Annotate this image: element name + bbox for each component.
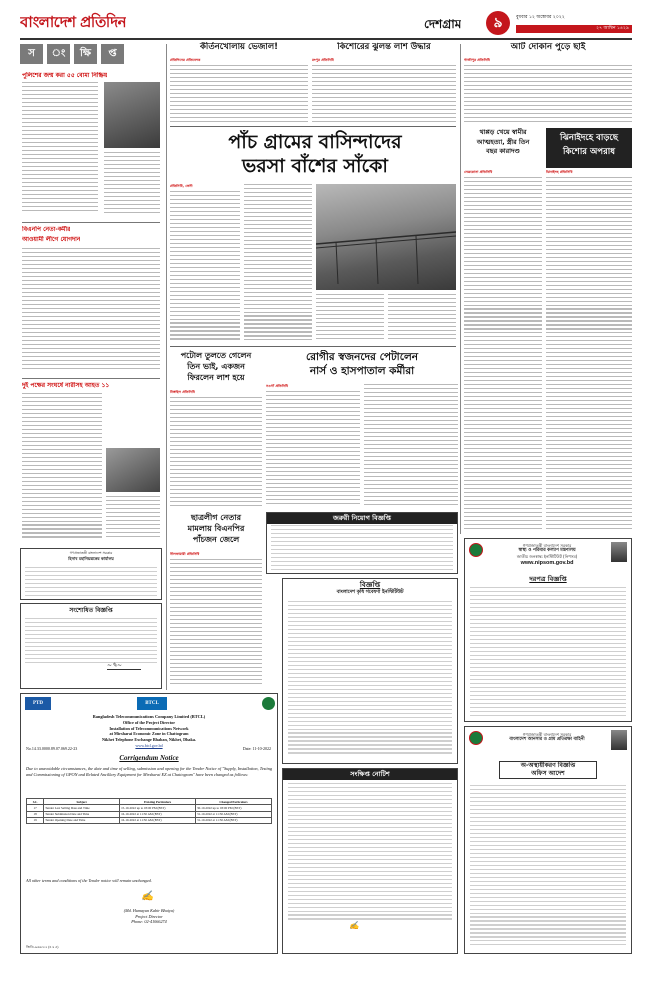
portrait-photo [611,542,627,562]
nurse-headline-l1: রোগীর স্বজনদের পেটালেন [305,351,419,363]
thappor-l3: বছর কারাদণ্ড [486,147,520,155]
shongkhipto-letter: ক্ষি [74,44,97,64]
shongkhipto-banner [20,44,160,68]
date-day: বুধবার ১২ অক্টোবর ২০২২ [516,15,565,20]
divider [170,346,456,347]
lead-body-col2 [244,184,312,344]
ad-btcl-corrigendum [20,693,278,954]
ad-sangshodhito-title: সংশোধিত বিজ্ঞপ্তি [69,607,113,614]
ansar-dept: বাংলাদেশ আনসার ও গ্রাম প্রতিরক্ষা বাহিনী [509,737,585,743]
col-divider [460,44,461,534]
col-subject: Subject [44,799,120,805]
nurse-headline-l2: নার্স ও হাসপাতাল কর্মীরা [309,365,415,377]
chhatroleague-l3: পাঁচজন জেলে [192,535,240,544]
cell-subject: Tender Opening Date and Time [44,817,120,823]
btcl-address: Nikhet Telephone Exchange Bhaban, Nikhet, Dhaka. [101,736,196,742]
btcl-signer: (Md. Humayun Kabir Bhuiya) [123,908,175,913]
date-bangla: ২৭ আশ্বিন ১৪২৯ [516,25,632,33]
lead-headline-l2: ভরসা বাঁশের সাঁকো [242,155,388,177]
ad-songkkhipto-notice [282,768,458,954]
btcl-footer: All other terms and conditions of the Tender notice will remain unchanged. [26,878,152,883]
portrait-photo [611,730,627,750]
ad-biggopti-org: বাংলাদেশ কৃষি গবেষণা ইনস্টিটিউট [336,590,404,596]
ad-ansar-vdp [464,726,632,954]
btcl-intro: Due to unavoidable circumstances, the date and time of selling, submission and opening for the Tender Notice of "Supply, Installation, Testing and Commissioning of GPON and Related Ancillary Equipment for Mirsharai EZ at Chattogram" have been changed as follows: [26,766,272,778]
brief-1-photo [104,82,160,148]
btcl-corrigendum-title: Corrigendum Notice [119,754,179,762]
ad-hisab-office: গণপ্রজাতন্ত্রী বাংলাদেশ সরকার হিসাব মহানিয়ন্ত্রকের কার্যালয় [20,548,162,600]
ansar-title: অ-অস্থায়ীকরণ বিজ্ঞপ্তি [520,762,576,769]
jhinaidah-headline-box [546,128,632,168]
jhinaidah-body: ঝিনাইদহ প্রতিনিধি [546,170,632,534]
nurse-headline [266,350,458,380]
cell-changed: 31-10-2022 at 11:30 AM (BST) [196,811,272,817]
chhatroleague-l1: ছাত্রলীগ নেতার [190,513,242,522]
jhinaidah-l2: কিশোর অপরাধ [563,147,615,157]
aat-dokan-header [464,42,632,56]
chhatroleague-body: নীলফামারী প্রতিনিধি [170,552,262,690]
cell-sl: 18 [27,811,44,817]
divider [170,126,456,127]
brief-3-title: দুই পক্ষের সংঘর্ষে নারীসহ আহত ১১ [22,382,110,389]
btcl-signature: ✍ [141,891,154,902]
kishore-lash-title: কিশোরের ঝুলন্ত লাশ উদ্ধার [337,42,431,52]
ansar-title-box [499,761,597,779]
cell-changed: 31-10-2022 at 11:50 AM (BST) [196,817,272,823]
cell-sl: 19 [27,817,44,823]
brief-2-title-b: আওয়ামী লীগে যোগদান [22,236,81,243]
cell-existing: 15-10-2022 up to 03:00 PM (BST) [120,805,196,811]
thappor-body: নেত্রকোনা প্রতিনিধি [464,170,542,534]
thappor-headline [464,128,542,168]
ansar-office-order: অফিস আদেশ [531,770,565,778]
cell-subject: Tender Last Selling Date and Time [44,805,120,811]
ad-nipsom-tender [464,538,632,722]
ansar-gov: গণপ্রজাতন্ত্রী বাংলাদেশ সরকার [522,732,572,737]
ad-sangshodhito [20,603,162,689]
cell-changed: 30-10-2022 up to 03:00 PM (BST) [196,805,272,811]
btcl-office: Office of the Project Director [122,719,176,725]
masthead [20,10,632,36]
patol-headline [170,350,262,386]
cell-subject: Tender Submission Date and Time [44,811,120,817]
shongkhipto-letter: ং [47,44,70,64]
ad-jorori-niyog [266,512,458,574]
nipsom-gov: গণপ্রজাতন্ত্রী বাংলাদেশ সরকার [522,543,572,548]
shongkhipto-letter: প্ত [101,44,124,64]
cell-sl: 17 [27,805,44,811]
btcl-ref: জিডি-৯৬৬/২২ (৪ x ৫) [26,945,59,950]
btcl-signer-title: Project Director [135,913,163,919]
brief-2-title-a: বিএনপি নেতা-কর্মীর [22,226,71,233]
govt-seal-icon [262,697,275,710]
nipsom-org: জাতীয় জনস্বাস্থ্য ইনস্টিটিউট (নিপসম) [516,554,578,560]
btcl-project-1: Installation of Telecommunications Network [109,725,189,731]
lead-body-col1: প্রতিনিধি, ফেনী [170,184,240,344]
btcl-table [26,798,272,824]
kirtankhola-header [170,42,308,56]
section-title: দেশগ্রাম [424,17,462,31]
patol-headline-l1: পটোল তুলতে গেলেন [180,351,252,360]
page-number: ৯ [493,15,503,31]
brief-3-body-right [106,496,160,542]
btcl-table-wrap [26,798,272,824]
page-number-badge [486,11,510,35]
aat-dokan-title: আট দোকান পুড়ে ছাই [510,42,586,52]
btcl-date: Date: 11-10-2022 [242,746,271,751]
btcl-memo: No.14.33.0000.89.07.069.22-23 [26,746,78,751]
kirtankhola-title: কীর্তনখোলায় ভেজাল! [199,42,279,52]
divider [22,378,160,379]
jhinaidah-l1: ঝিনাইদহে বাড়ছে [560,133,618,143]
btcl-logos [25,697,275,711]
shongkhipto-letter: স [20,44,43,64]
aat-dokan-body: গাজীপুর প্রতিনিধি [464,58,632,124]
brief-1-title: পুলিশের জন্ম করা ৫৫ বোমা নিষ্ক্রিয় [22,72,108,79]
cell-existing: 16-10-2022 at 11:50 AM (BST) [120,817,196,823]
ad-biggopti-title: বিজ্ঞপ্তি [359,581,381,589]
ad-biggopti-bari [282,578,458,764]
brief-1-body [22,82,98,218]
lead-body-col4 [388,294,456,344]
lead-photo [316,184,456,290]
kirtankhola-body: প্রতিদিনের প্রতিবেদক [170,58,308,124]
btcl-company: Bangladesh Telecommunications Company Limited (BTCL) [92,714,206,719]
btcl-web[interactable]: www.btcl.gov.bd [135,742,163,748]
brief-1-body-right [104,152,160,218]
thappor-l2: আত্মহত্যা, স্ত্রীর তিন [476,137,530,146]
nurse-body-col1: নওগাঁ প্রতিনিধি [266,384,360,508]
lead-body-col3 [316,294,384,344]
btcl-logo: BTCL [137,697,167,710]
ad-notice-title: সংক্ষিপ্ত নোটিশ [283,769,457,780]
col-sl: S.L [27,799,44,805]
brief-2-body [22,248,160,374]
chhatroleague-headline [170,512,262,548]
signature: ~✎~ [107,662,141,670]
table-row [27,817,272,823]
btcl-project-2: at Mirsharai Economic Zone in Chattogram [109,731,189,737]
govt-seal-icon [469,543,483,557]
patol-headline-l2: তিন ভাই, একজন [187,362,245,371]
lead-headline [170,130,460,180]
thappor-l1: থাপ্পড় খেয়ে স্বামীর [479,128,527,136]
col-existing: Existing Particulars [120,799,196,805]
nipsom-title: দরপত্র বিজ্ঞপ্তি [529,575,567,583]
cell-existing: 16-10-2022 at 11:30 AM (BST) [120,811,196,817]
nurse-body-col2 [364,384,458,508]
ad-jorori-title: জরুরী নিয়োগ বিজ্ঞপ্তি [267,513,457,524]
nipsom-ministry: স্বাস্থ্য ও পরিবার কল্যাণ মন্ত্রণালয় [518,548,576,554]
patol-body: টাঙ্গাইল প্রতিনিধি [170,390,262,510]
masthead-logo: বাংলাদেশ প্রতিদিন [20,13,127,31]
kishore-lash-body: রংপুর প্রতিনিধি [312,58,456,124]
patol-headline-l3: ফিরলেন লাশ হয়ে [187,373,245,382]
col-changed: Changed Particulars [196,799,272,805]
signature: ✍ [349,921,359,930]
btcl-phone: Phone: 02-41066274 [131,919,167,925]
bamboo-bridge-icon [316,184,456,290]
col-divider [166,44,167,690]
nipsom-web[interactable]: www.nipsom.gov.bd [520,559,574,566]
masthead-rule [20,38,632,40]
govt-seal-icon [469,731,483,745]
brief-3-body [22,393,102,543]
kishore-lash-header [312,42,456,56]
ptd-logo: PTD [25,697,51,710]
divider [22,222,160,223]
brief-3-photo [106,448,160,492]
lead-headline-l1: পাঁচ গ্রামের বাসিন্দাদের [228,131,402,153]
chhatroleague-l2: মামলায় বিএনপির [187,524,245,533]
